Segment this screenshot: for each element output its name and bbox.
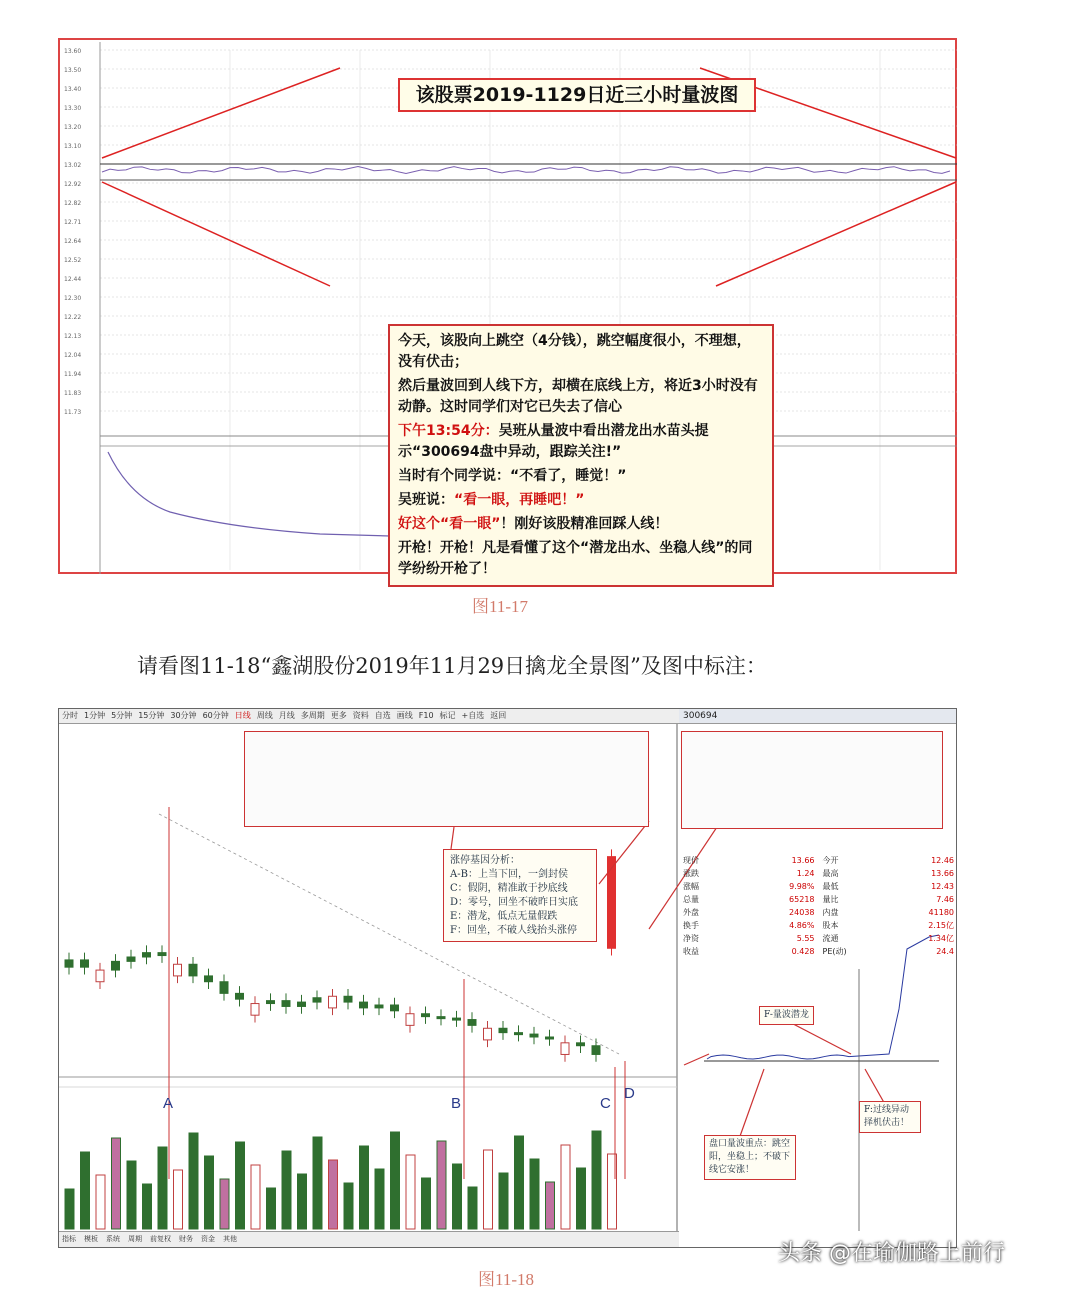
candle	[236, 993, 244, 999]
body-paragraph: 请看图11-18“鑫湖股份2019年11月29日擒龙全景图”及图中标注：	[137, 654, 767, 678]
y-tick-label: 13.20	[64, 124, 82, 131]
candle	[515, 1033, 523, 1035]
period-tab[interactable]: 5分钟	[111, 711, 133, 720]
period-tab[interactable]: 30分钟	[170, 711, 197, 720]
note-line-1: 今天，该股向上跳空（4分钱），跳空幅度很小，不理想，没有伏击；	[398, 333, 751, 370]
callout-line	[716, 182, 956, 286]
volume-bar	[329, 1160, 338, 1229]
volume-bar	[406, 1155, 415, 1229]
y-tick-label: 12.04	[64, 352, 82, 359]
candle	[220, 982, 228, 994]
volume-bar	[499, 1173, 508, 1229]
period-tab[interactable]: 日线	[234, 711, 251, 720]
note-line-4: 当时有个同学说：“不看了，睡觉！”	[398, 468, 627, 484]
quote-label: PE(动)	[822, 947, 847, 956]
point-label-c: C	[600, 1095, 611, 1112]
candle	[158, 953, 166, 956]
period-tab[interactable]: 分时	[62, 711, 78, 720]
y-tick-label: 12.52	[64, 257, 82, 264]
figure-caption-11-17: 图11-17	[472, 597, 529, 616]
volume-bar	[189, 1133, 198, 1229]
y-tick-label: 12.30	[64, 295, 82, 302]
quote-label: 内盘	[822, 908, 839, 917]
quote-value: 13.66	[931, 869, 954, 878]
analysis-line: C：假阴，精准敢于抄底线	[450, 883, 568, 894]
quote-label: 净资	[683, 934, 699, 943]
toolbar-action[interactable]: F10	[418, 711, 434, 720]
candle	[468, 1020, 476, 1026]
figure-caption-11-18: 图11-18	[478, 1270, 535, 1289]
candle	[65, 960, 73, 967]
volume-bar	[251, 1165, 260, 1229]
candle	[592, 1046, 600, 1055]
volume-bar	[437, 1141, 446, 1229]
quote-value: 41180	[928, 908, 954, 917]
candle	[375, 1005, 383, 1008]
period-tab[interactable]: 60分钟	[202, 711, 229, 720]
quote-value: 65218	[789, 895, 815, 904]
note-line-2: 然后量波回到人线下方，却横在底线上方，将近3小时没有动静。这时同学们对它已失去了信心	[398, 378, 758, 415]
quote-row	[679, 945, 957, 958]
point-label-b: B	[451, 1095, 462, 1112]
quote-label: 换手	[683, 921, 699, 930]
analysis-line: A-B：上当下回，一剑封侯	[450, 869, 568, 880]
volume-bar	[65, 1189, 74, 1229]
note-line-6: 好这个“看一眼”！刚好该股精准回踩人线！	[398, 516, 669, 532]
quote-label: 今开	[822, 856, 839, 865]
candle	[127, 957, 135, 961]
volume-bar	[515, 1136, 524, 1229]
comment-screenshot-left	[244, 731, 649, 827]
quote-row	[679, 906, 957, 919]
y-tick-label: 13.30	[64, 105, 82, 112]
y-tick-label: 11.83	[64, 390, 82, 397]
quote-row	[679, 893, 957, 906]
candle	[561, 1043, 569, 1055]
volume-bar	[530, 1159, 539, 1229]
quote-value: 4.86%	[789, 921, 815, 930]
toolbar-action[interactable]: 标记	[439, 711, 456, 720]
quote-label: 外盘	[683, 908, 699, 917]
candle	[143, 953, 151, 957]
candle	[205, 976, 213, 982]
toolbar-action[interactable]: +自选	[461, 711, 485, 720]
indicator-tab[interactable]: 模板	[84, 1235, 98, 1243]
quote-label: 总量	[683, 895, 699, 904]
volume-bar	[484, 1150, 493, 1229]
volume-bar	[561, 1145, 570, 1229]
candle	[267, 1001, 275, 1004]
y-tick-label: 12.44	[64, 276, 82, 283]
quote-value: 1.34亿	[928, 934, 954, 943]
quote-row	[679, 932, 957, 945]
candle	[499, 1028, 507, 1032]
volume-bar	[158, 1147, 167, 1229]
label-f-break: F:过线异动择机伏击！	[859, 1101, 921, 1133]
quote-table	[679, 854, 957, 958]
quote-label: 最低	[822, 882, 839, 891]
volume-bar	[205, 1156, 214, 1229]
quote-row	[679, 880, 957, 893]
indicator-tab[interactable]: 指标	[62, 1235, 76, 1243]
volume-bar	[112, 1138, 121, 1229]
figure-title: 该股票2019-1129日近三小时量波图	[398, 78, 756, 112]
indicator-tab[interactable]: 前复权	[150, 1235, 171, 1243]
volume-bar	[96, 1175, 105, 1229]
stock-code-bar	[679, 709, 957, 724]
quote-label: 最高	[822, 869, 839, 878]
candle	[406, 1014, 414, 1026]
indicator-tabs	[59, 1231, 679, 1247]
volume-wave-line	[102, 167, 950, 174]
quote-label: 收益	[683, 947, 699, 956]
y-tick-label: 13.02	[64, 162, 82, 169]
note-line-7: 开枪！开枪！凡是看懂了这个“潜龙出水、坐稳人线”的同学纷纷开枪了！	[398, 540, 753, 577]
indicator-tab[interactable]: 财务	[179, 1235, 193, 1243]
analysis-line: F：回坐，不破人线抬头涨停	[450, 925, 577, 936]
quote-value: 12.46	[931, 856, 954, 865]
volume-bar	[81, 1152, 90, 1229]
volume-bar	[391, 1132, 400, 1229]
quote-label: 流通	[822, 934, 839, 943]
volume-bar	[143, 1184, 152, 1229]
y-tick-label: 12.64	[64, 238, 82, 245]
toolbar-action[interactable]: 画线	[396, 711, 413, 720]
callout-arrow	[451, 827, 454, 849]
period-tab[interactable]: 月线	[278, 711, 295, 720]
quote-value: 5.55	[796, 934, 815, 943]
y-tick-label: 12.92	[64, 181, 82, 188]
analysis-line: D：零号，回坐不破昨日实底	[450, 897, 579, 908]
label-f-water: F-量波潜龙	[759, 1006, 814, 1025]
candle	[484, 1028, 492, 1040]
quote-row	[679, 867, 957, 880]
candle	[608, 857, 616, 949]
volume-bar	[592, 1131, 601, 1229]
note-line-3: 下午13:54分：吴班从量波中看出潜龙出水苗头提示“300694盘中异动，跟踪关注!”	[398, 423, 709, 460]
quote-label: 现价	[683, 856, 699, 865]
y-tick-label: 13.40	[64, 86, 82, 93]
volume-bar	[546, 1182, 555, 1229]
volume-bar	[282, 1151, 291, 1229]
volume-bar	[375, 1169, 384, 1229]
candle	[422, 1014, 430, 1017]
quote-value: 24038	[789, 908, 815, 917]
stock-code[interactable]: 300694	[683, 711, 718, 721]
candle	[81, 960, 89, 967]
indicator-tab[interactable]: 周期	[128, 1235, 142, 1243]
period-tab[interactable]: 更多	[330, 711, 347, 720]
callout-line	[102, 68, 340, 158]
quote-value: 0.428	[791, 947, 815, 956]
period-tab[interactable]: 多周期	[300, 711, 325, 720]
quote-value: 1.24	[796, 869, 815, 878]
quote-value: 12.43	[931, 882, 954, 891]
callout-line	[102, 182, 330, 286]
candle	[174, 964, 182, 976]
volume-bar	[298, 1174, 307, 1229]
point-label-d: D	[624, 1085, 635, 1102]
candle	[313, 998, 321, 1002]
callout-arrow	[684, 1054, 709, 1065]
label-bottom-wave: 盘口量波重点：跳空阳，坐稳上；不破下线它安涨！	[704, 1135, 796, 1180]
y-tick-label: 12.82	[64, 200, 82, 207]
figure-11-18	[58, 708, 957, 1248]
point-label-a: A	[163, 1095, 174, 1112]
candle	[329, 996, 337, 1008]
indicator-curve	[108, 452, 390, 536]
volume-bar	[236, 1142, 245, 1229]
analysis-box	[443, 849, 597, 942]
note-line-5: 吴班说：“看一眼，再睡吧！”	[398, 492, 585, 508]
watermark: 头条 @在瑜伽路上前行	[778, 1241, 1005, 1266]
volume-bar	[220, 1179, 229, 1229]
quote-value: 13.66	[791, 856, 815, 865]
volume-bar	[127, 1161, 136, 1229]
analysis-line: E：潜龙，低点无量假跌	[450, 911, 558, 922]
candle	[282, 1001, 290, 1007]
candle	[453, 1018, 461, 1020]
y-tick-label: 13.10	[64, 143, 82, 150]
indicator-tab[interactable]: 系统	[106, 1235, 120, 1243]
candle	[298, 1002, 306, 1006]
volume-bar	[174, 1170, 183, 1229]
quote-row	[679, 919, 957, 932]
candle	[391, 1005, 399, 1011]
quote-label: 涨跌	[683, 869, 699, 878]
candle	[360, 1002, 368, 1008]
quote-row	[679, 854, 957, 867]
y-tick-label: 13.50	[64, 67, 82, 74]
quote-label: 涨幅	[683, 882, 699, 891]
candle	[251, 1004, 259, 1016]
candle	[112, 961, 120, 970]
volume-bar	[313, 1137, 322, 1229]
annotation-box	[388, 324, 774, 587]
y-tick-label: 12.71	[64, 219, 82, 226]
toolbar-action[interactable]: 资料	[352, 711, 369, 720]
candle	[546, 1037, 554, 1039]
toolbar-action[interactable]: 返回	[490, 711, 507, 720]
volume-bar	[422, 1178, 431, 1229]
callout-arrow	[599, 821, 649, 884]
y-tick-label: 13.60	[64, 48, 82, 55]
quote-value: 2.15亿	[928, 921, 954, 930]
y-tick-label: 11.73	[64, 409, 82, 416]
candle	[96, 970, 104, 982]
period-tab[interactable]: 周线	[256, 711, 273, 720]
quote-value: 9.98%	[789, 882, 815, 891]
analysis-title: 涨停基因分析：	[450, 855, 520, 866]
candle	[530, 1034, 538, 1037]
indicator-tab[interactable]: 资金	[201, 1235, 215, 1243]
period-tab[interactable]: 15分钟	[138, 711, 165, 720]
y-tick-label: 12.13	[64, 333, 82, 340]
quote-value: 24.4	[936, 947, 954, 956]
callout-arrow	[739, 1069, 764, 1139]
volume-bar	[267, 1188, 276, 1229]
y-tick-label: 12.22	[64, 314, 82, 321]
quote-label: 量比	[822, 895, 839, 904]
comment-screenshot-right	[681, 731, 943, 829]
quote-label: 股本	[822, 921, 839, 930]
toolbar-action[interactable]: 自选	[374, 711, 391, 720]
volume-bar	[344, 1183, 353, 1229]
quote-value: 7.46	[936, 895, 954, 904]
candle	[189, 964, 197, 976]
figure-11-17	[58, 38, 957, 577]
indicator-tab[interactable]: 其他	[223, 1235, 237, 1243]
volume-bar	[360, 1146, 369, 1229]
volume-bar	[577, 1168, 586, 1229]
candle	[344, 996, 352, 1002]
y-tick-label: 11.94	[64, 371, 82, 378]
period-toolbar	[59, 709, 679, 724]
candle	[577, 1043, 585, 1046]
period-tab[interactable]: 1分钟	[84, 711, 106, 720]
volume-bar	[453, 1164, 462, 1229]
candle	[437, 1017, 445, 1019]
volume-bar	[468, 1187, 477, 1229]
